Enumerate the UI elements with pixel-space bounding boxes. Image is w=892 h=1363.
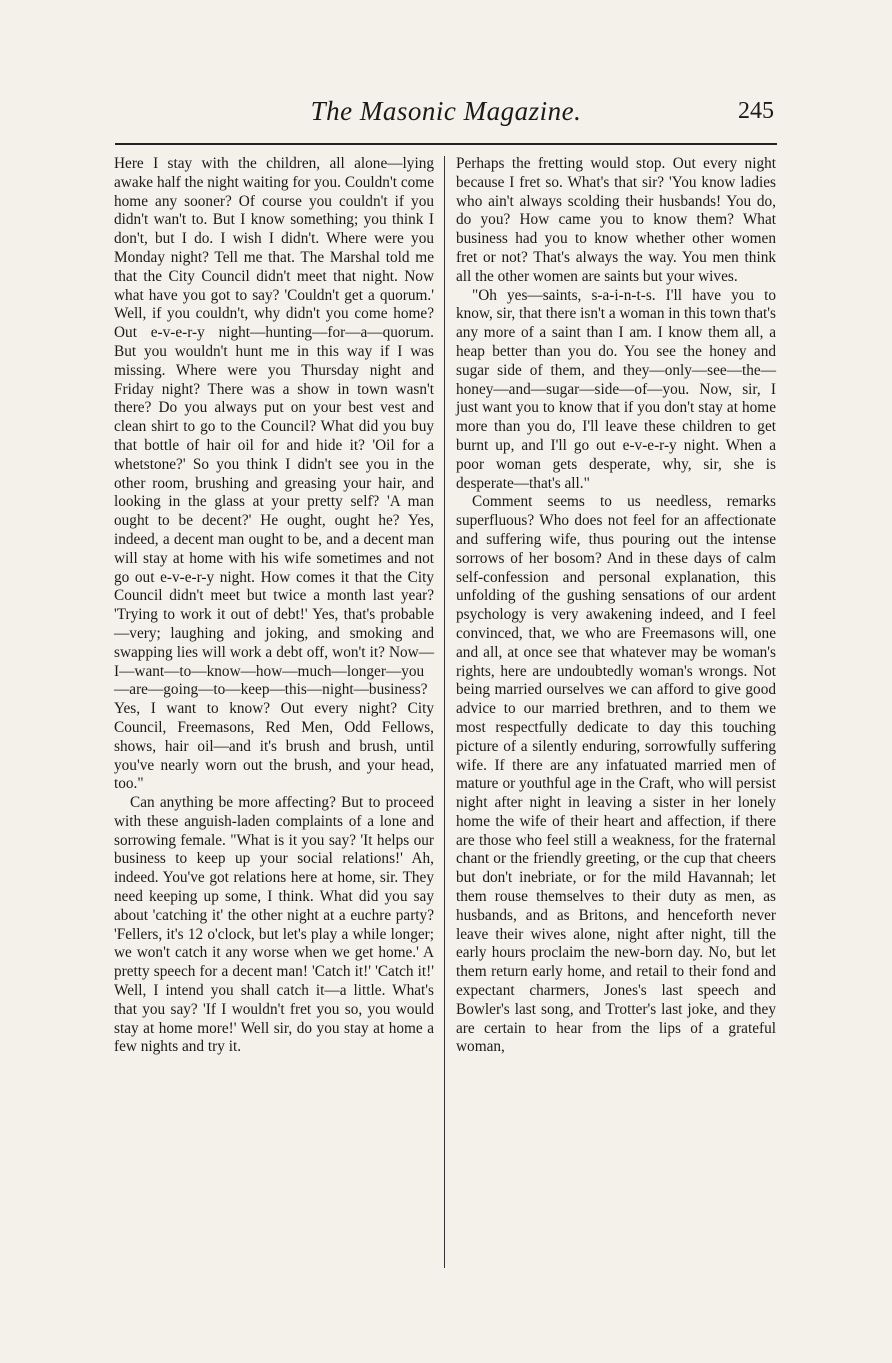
page-number: 245 [738,98,774,124]
paragraph: "Oh yes—saints, s-a-i-n-t-s. I'll have you to know, sir, that there isn't a woman in this town that's any more of a saint than I am. I know them all, a heap better than you do. You see the honey and sugar side of them, and they—only—see—the—honey—and—sugar—side—of—you. Now, sir, I just want you to know that if you don't stay at home more than you do, I'll leave these children to get burnt up, and I'll go out e-v-e-r-y night. When a poor woman gets desperate, why, sir, she is desperate—that's all." [456,286,777,492]
header-rule [115,143,777,145]
paragraph: Comment seems to us needless, remarks superfluous? Who does not feel for an affectionate and suffering wife, thus pouring out the intense sorrows of her bosom? And in these days of calm self-confession and personal explanation, this unfolding of the gushing sensations of our ardent psychology is very awakening indeed, and I feel convinced, that, we who are Freemasons will, one and all, at once see that whatever may be woman's rights, here are undoubtedly woman's wrongs. Not being married ourselves we can afford to give good advice to our married brethren, and to them we most respectfully dedicate to day this touching picture of a silently enduring, sorrowfully suffering wife. If there are any infatuated married men of mature or youthful age in the Craft, who will persist night after night in leaving a sister in her lonely home the wife of their heart and affection, if there are those who feel still a weakness, for the fraternal chant or the friendly greeting, or the cup that cheers but don't inebriate, or for the mild Havannah; let them rouse themselves to their duty as men, as husbands, and as Britons, and henceforth never leave their wives alone, night after night, till the early hours proclaim the new-born day. No, but let them return early home, and retail to their fond and expectant charmers, Jones's last speech and Bowler's last song, and Trotter's last joke, and they are certain to hear from the lips of a grateful woman, [456,493,776,1056]
paragraph: Can anything be more affecting? But to proceed with these anguish-laden complaints of a lone and sorrowing female. "What is it you say? 'It helps our business to keep up your social relations!' Ah, indeed. You've got relations here at home, sir. They need keeping up some, I think. What did you say about 'catching it' the other night at a euchre party? 'Fellers, it's 12 o'clock, but let's play a while longer; we won't catch it any worse when we get home.' A pretty speech for a decent man! 'Catch it!' 'Catch it!' Well, I intend you shall catch it—a little. What's that you say? 'If I wouldn't fret you so, you would stay at home more!' Well sir, do you stay at home a few nights and try it. [114,794,434,1056]
running-head [0,96,892,132]
left-column [114,155,434,1057]
column-divider [444,156,445,1268]
right-column [456,155,776,1057]
paragraph: Here I stay with the children, all alone—lying awake half the night waiting for you. Couldn't come home any sooner? Of course you couldn't if you didn't wan't to. But I know something; you think I don't, but I do. I wish I didn't. Where were you Monday night? Tell me that. The Marshal told me that the City Council didn't meet that night. Now what have you got to say? 'Couldn't get a quorum.' Well, if you couldn't, why didn't you come home? Out e-v-e-r-y night—hunting—for—a—quorum. But you wouldn't hunt me in this way if I was missing. Where were you Thursday night and Friday night? There was a show in town wasn't there? Do you always put on your best vest and clean shirt to go to the Council? What did you buy that bottle of hair oil for and hide it? 'Oil for a whetstone?' So you think I didn't see you in the other room, brushing and greasing your hair, and looking in the glass at your pretty self? 'A man ought to be decent?' He ought, ought he? Yes, indeed, a decent man ought to be, and a decent man will stay at home with his wife sometimes and not go out e-v-e-r-y night. How comes it that the City Council didn't meet but twice a month last year? 'Trying to work it out of debt!' Yes, that's probable—very; laughing and joking, and smoking and swapping lies will work a debt off, won't it? Now—I—want—to—know—how—much—longer—you—are—going—to—keep—this—night—business? Yes, I want to know? Out every night? City Council, Freemasons, Red Men, Odd Fellows, shows, hair oil—and it's brush and brush, until you've nearly worn out the brush, and your head, too." [114,155,434,793]
paragraph: Perhaps the fretting would stop. Out every night because I fret so. What's that sir? 'You know ladies who ain't always scolding their husbands! You do, do you? How came you to know them? What business had you to know whether other women fret or not? That's always the way. You men think all the other women are saints but your wives. [456,155,776,285]
magazine-title: The Masonic Magazine. [310,96,582,126]
